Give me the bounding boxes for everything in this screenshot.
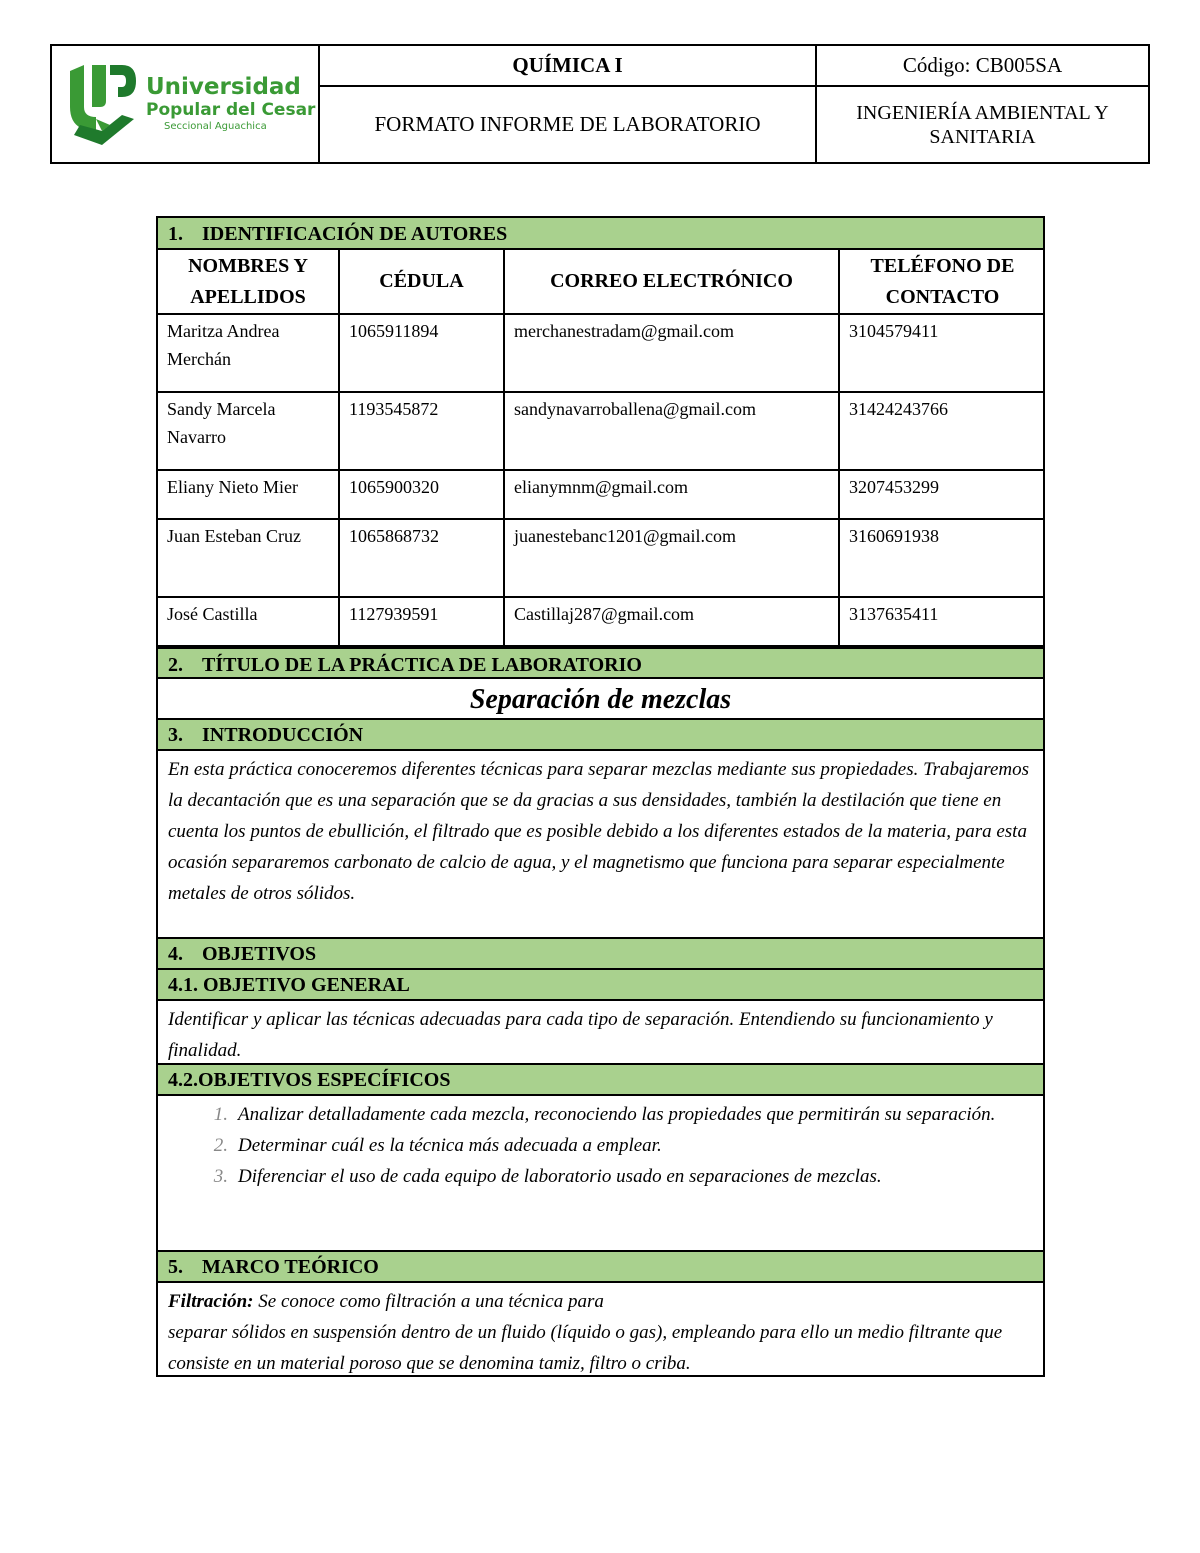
table-row — [158, 519, 1045, 597]
subsection-header-specific: 4.2.OBJETIVOS ESPECÍFICOS — [158, 1065, 1043, 1096]
document-header — [50, 44, 1150, 164]
logo-line2: Popular del Cesar — [146, 100, 316, 120]
section-title: IDENTIFICACIÓN DE AUTORES — [202, 223, 508, 245]
section-title: OBJETIVOS — [202, 943, 317, 965]
author-phone: 3207453299 — [839, 470, 1045, 519]
list-text: Analizar detalladamente cada mezcla, reconociendo las propiedades que permitirán su separación. — [238, 1104, 996, 1125]
author-phone: 31424243766 — [839, 392, 1045, 470]
section-header-objectives — [158, 939, 1043, 970]
column-header: TELÉFONO DE CONTACTO — [839, 250, 1045, 314]
section-header-authors — [158, 218, 1043, 250]
lab-report-form — [156, 216, 1045, 1377]
section-number: 2. — [168, 654, 183, 676]
theory-term: Filtración: — [168, 1291, 254, 1312]
section-header-title — [158, 647, 1043, 679]
list-text: Determinar cuál es la técnica más adecuada a emplear. — [238, 1135, 662, 1156]
author-id: 1065900320 — [339, 470, 504, 519]
logo-line3: Seccional Aguachica — [164, 121, 267, 132]
column-header: NOMBRES Y APELLIDOS — [158, 250, 339, 314]
course-code: Código: CB005SA — [817, 46, 1148, 87]
author-name: Eliany Nieto Mier — [158, 470, 339, 519]
author-id: 1065911894 — [339, 314, 504, 392]
list-item — [168, 1130, 1033, 1161]
author-id: 1127939591 — [339, 597, 504, 646]
table-row — [158, 314, 1045, 392]
section-title: TÍTULO DE LA PRÁCTICA DE LABORATORIO — [202, 654, 642, 676]
introduction-text: En esta práctica conoceremos diferentes técnicas para separar mezclas mediante sus propiedades. Trabajaremos la decantación que es una separación que se da gracias a sus densidades, también la destilación que tiene en cuenta los puntos de ebullición, el filtrado que es posible debido a los diferentes estados de la materia, para esta ocasión separaremos carbonato de calcio de agua, y el magnetismo que funciona para separar especialmente metales de otros sólidos. — [158, 751, 1043, 939]
table-row — [158, 597, 1045, 646]
theory-first-line: Se conoce como filtración a una técnica para — [253, 1291, 604, 1312]
author-email: juanestebanc1201@gmail.com — [504, 519, 839, 597]
format-name: FORMATO INFORME DE LABORATORIO — [374, 112, 761, 136]
authors-table — [158, 250, 1045, 647]
header-middle — [320, 46, 817, 162]
list-text: Diferenciar el uso de cada equipo de laboratorio usado en separaciones de mezclas. — [238, 1166, 882, 1187]
author-phone: 3104579411 — [839, 314, 1045, 392]
header-right — [817, 46, 1148, 162]
table-header-row — [158, 250, 1045, 314]
logo-line1: Universidad — [146, 74, 301, 100]
section-header-theory — [158, 1252, 1043, 1283]
list-number: 3. — [213, 1166, 228, 1187]
author-id: 1065868732 — [339, 519, 504, 597]
table-row — [158, 392, 1045, 470]
table-row — [158, 470, 1045, 519]
list-item — [168, 1161, 1033, 1192]
logo-cell — [52, 46, 320, 162]
practice-title: Separación de mezclas — [158, 679, 1043, 720]
author-name: Juan Esteban Cruz — [158, 519, 339, 597]
list-item — [168, 1099, 1033, 1130]
section-title: INTRODUCCIÓN — [202, 724, 364, 746]
section-number: 1. — [168, 223, 183, 245]
theory-rest: separar sólidos en suspensión dentro de un fluido (líquido o gas), empleando para ello un medio filtrante que consiste en un material poroso que se denomina tamiz, filtro o criba. — [168, 1322, 1003, 1374]
theory-text — [158, 1283, 1043, 1375]
section-number: 4. — [168, 943, 183, 965]
specific-objectives-list — [158, 1096, 1043, 1252]
university-logo-icon — [66, 61, 138, 147]
author-email: merchanestradam@gmail.com — [504, 314, 839, 392]
column-header: CORREO ELECTRÓNICO — [504, 250, 839, 314]
author-name: Maritza Andrea Merchán — [158, 314, 339, 392]
subsection-header-general: 4.1. OBJETIVO GENERAL — [158, 970, 1043, 1001]
program-name: INGENIERÍA AMBIENTAL Y SANITARIA — [856, 101, 1109, 148]
list-number: 1. — [213, 1104, 228, 1125]
author-name: Sandy Marcela Navarro — [158, 392, 339, 470]
section-title: MARCO TEÓRICO — [202, 1256, 379, 1278]
column-header: CÉDULA — [339, 250, 504, 314]
author-name: José Castilla — [158, 597, 339, 646]
section-number: 3. — [168, 724, 183, 746]
list-number: 2. — [213, 1135, 228, 1156]
author-phone: 3160691938 — [839, 519, 1045, 597]
section-number: 5. — [168, 1256, 183, 1278]
author-phone: 3137635411 — [839, 597, 1045, 646]
section-header-introduction — [158, 720, 1043, 751]
general-objective-text: Identificar y aplicar las técnicas adecuadas para cada tipo de separación. Entendiendo su funcionamiento y finalidad. — [158, 1001, 1043, 1065]
course-name: QUÍMICA I — [320, 46, 815, 87]
author-email: Castillaj287@gmail.com — [504, 597, 839, 646]
author-email: elianymnm@gmail.com — [504, 470, 839, 519]
author-email: sandynavarroballena@gmail.com — [504, 392, 839, 470]
author-id: 1193545872 — [339, 392, 504, 470]
